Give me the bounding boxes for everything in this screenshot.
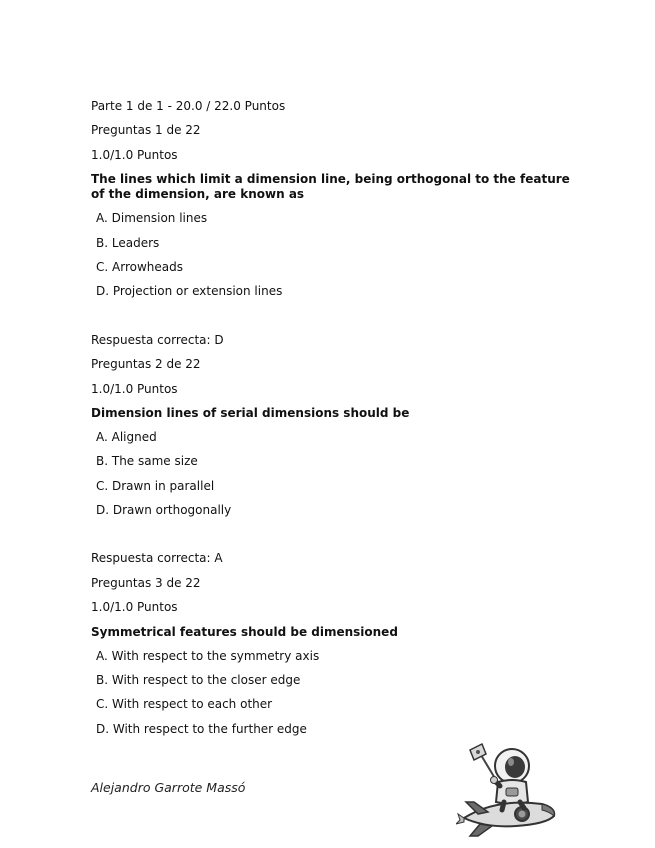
question-block	[91, 576, 581, 737]
option-a: A. Dimension lines	[96, 211, 208, 226]
option-c: C. Drawn in parallel	[96, 478, 215, 493]
question-counter: Preguntas 2 de 22	[91, 357, 201, 372]
option-b: B. Leaders	[96, 235, 160, 250]
quiz-page	[91, 99, 581, 746]
astronaut-rocket-icon	[456, 740, 560, 840]
option-a: A. With respect to the symmetry axis	[96, 648, 320, 663]
option-c: C. Arrowheads	[96, 259, 183, 274]
option-b: B. The same size	[96, 454, 198, 469]
question-points: 1.0/1.0 Puntos	[91, 381, 178, 396]
question-counter: Preguntas 1 de 22	[91, 123, 201, 138]
option-c: C. With respect to each other	[96, 697, 273, 712]
question-points: 1.0/1.0 Puntos	[91, 147, 178, 162]
option-d: D. With respect to the further edge	[96, 721, 307, 736]
option-b: B. With respect to the closer edge	[96, 673, 301, 688]
question-text: The lines which limit a dimension line, being orthogonal to the feature of the dimension, are known as	[91, 172, 570, 202]
option-d: D. Drawn orthogonally	[96, 503, 232, 518]
question-block	[91, 357, 581, 566]
author-name: Alejandro Garrote Massó	[91, 780, 246, 795]
correct-answer: Respuesta correcta: A	[91, 551, 223, 566]
option-a: A. Aligned	[96, 429, 157, 444]
question-text: Dimension lines of serial dimensions should be	[91, 405, 410, 420]
part-header: Parte 1 de 1 - 20.0 / 22.0 Puntos	[91, 99, 286, 113]
question-text: Symmetrical features should be dimensioned	[91, 624, 398, 639]
question-points: 1.0/1.0 Puntos	[91, 600, 178, 615]
option-d: D. Projection or extension lines	[96, 284, 283, 299]
question-counter: Preguntas 3 de 22	[91, 575, 201, 590]
question-block	[91, 123, 581, 347]
correct-answer: Respuesta correcta: D	[91, 332, 224, 347]
